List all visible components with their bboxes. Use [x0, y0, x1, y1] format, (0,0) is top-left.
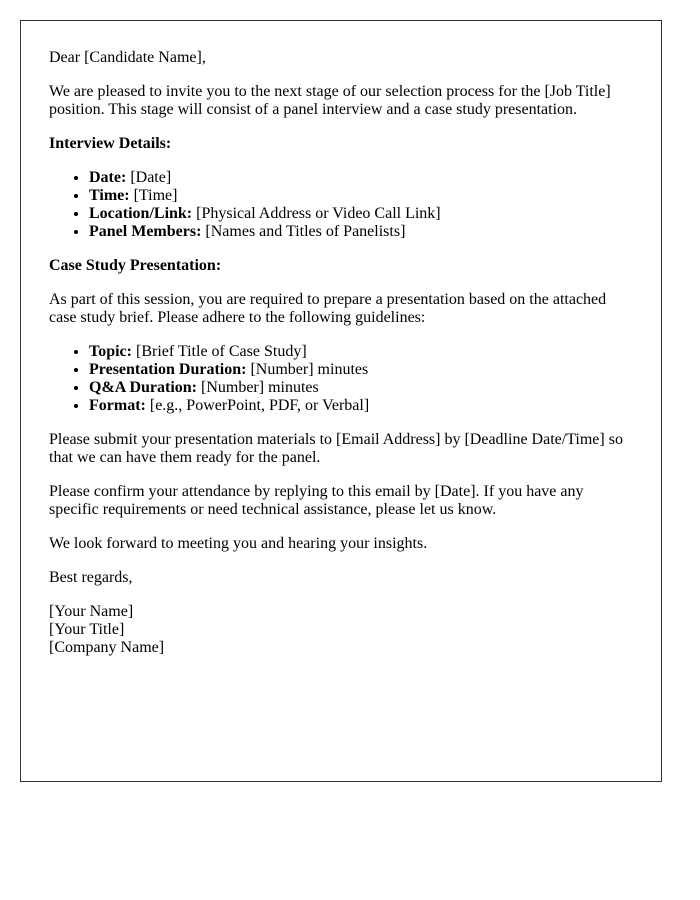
case-heading	[49, 257, 633, 275]
closing-line: We look forward to meeting you and hearing your insights.	[49, 535, 428, 552]
signature-block	[49, 603, 633, 657]
item-value: [Names and Titles of Panelists]	[201, 223, 406, 240]
list-item	[89, 361, 633, 379]
item-value: [e.g., PowerPoint, PDF, or Verbal]	[145, 397, 370, 414]
list-item	[89, 379, 633, 397]
signoff: Best regards,	[49, 569, 133, 586]
item-label: Format:	[89, 397, 146, 414]
letter	[20, 20, 662, 782]
item-value: [Number] minutes	[246, 361, 369, 378]
item-value: [Number] minutes	[197, 379, 319, 396]
submit-paragraph: Please submit your presentation materials to [Email Address] by [Deadline Date/Time] so that we can have them ready for the panel.	[49, 431, 623, 466]
item-value: [Brief Title of Case Study]	[131, 343, 307, 360]
confirm-paragraph: Please confirm your attendance by replying to this email by [Date]. If you have any specific requirements or need technical assistance, please let us know.	[49, 483, 584, 518]
list-item	[89, 169, 633, 187]
item-label: Date:	[89, 169, 127, 186]
list-item	[89, 223, 633, 241]
list-item	[89, 397, 633, 415]
signature-name: [Your Name]	[49, 603, 134, 620]
item-label: Presentation Duration:	[89, 361, 247, 378]
item-label: Panel Members:	[89, 223, 202, 240]
signature-title: [Your Title]	[49, 621, 125, 638]
interview-heading-text: Interview Details:	[49, 135, 172, 152]
case-heading-text: Case Study Presentation:	[49, 257, 222, 274]
greeting: Dear [Candidate Name],	[49, 49, 206, 66]
interview-heading	[49, 135, 633, 153]
list-item	[89, 205, 633, 223]
item-label: Topic:	[89, 343, 132, 360]
case-intro-paragraph: As part of this session, you are required to prepare a presentation based on the attached case study brief. Please adhere to the following guidelines:	[49, 291, 607, 326]
item-value: [Time]	[129, 187, 178, 204]
interview-details-list	[49, 169, 633, 241]
list-item	[89, 187, 633, 205]
intro-paragraph: We are pleased to invite you to the next stage of our selection process for the [Job Title] position. This stage will consist of a panel interview and a case study presentation.	[49, 83, 611, 118]
item-value: [Physical Address or Video Call Link]	[192, 205, 441, 222]
case-guidelines-list	[49, 343, 633, 415]
item-label: Q&A Duration:	[89, 379, 197, 396]
signature-company: [Company Name]	[49, 639, 165, 656]
list-item	[89, 343, 633, 361]
item-label: Time:	[89, 187, 130, 204]
item-value: [Date]	[126, 169, 172, 186]
item-label: Location/Link:	[89, 205, 193, 222]
